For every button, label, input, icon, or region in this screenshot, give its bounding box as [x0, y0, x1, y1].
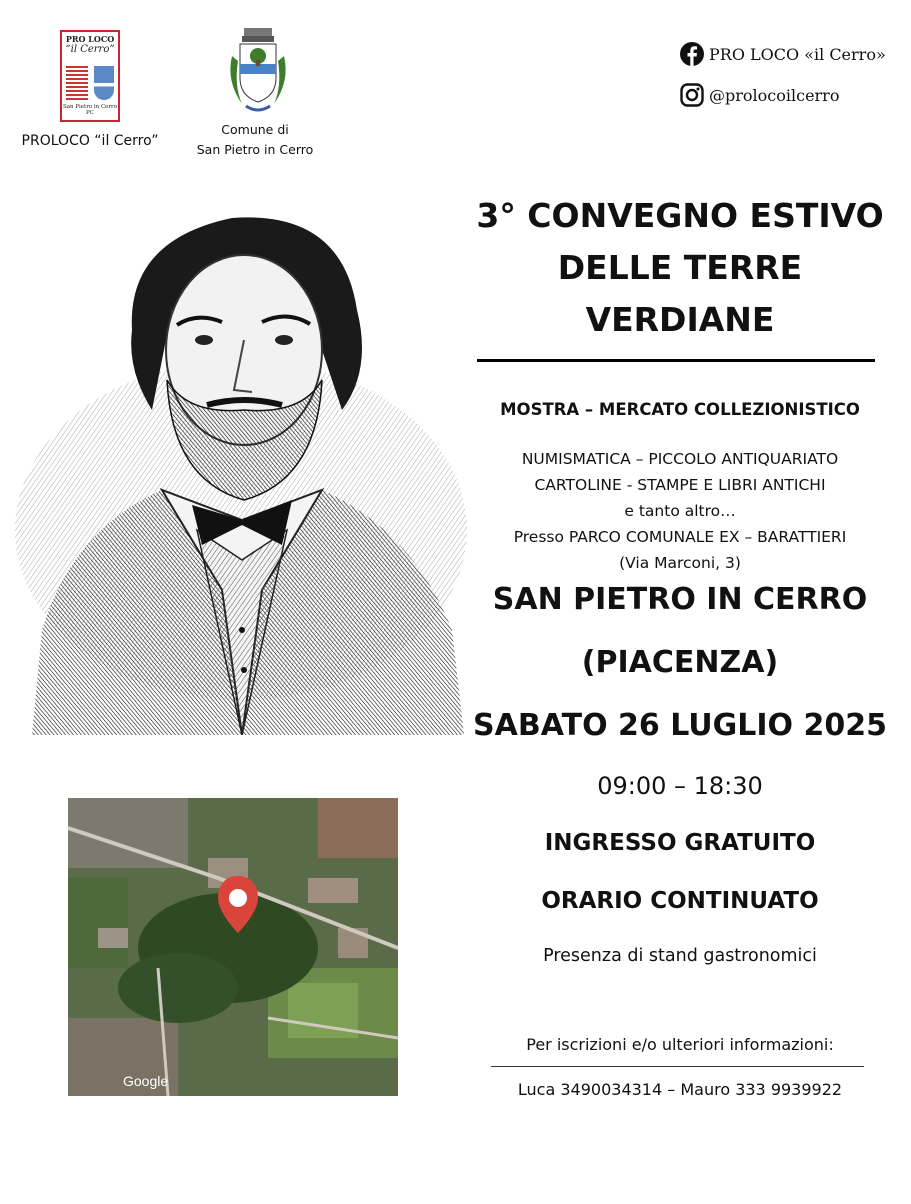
event-subtitle: MOSTRA – MERCATO COLLEZIONISTICO — [500, 400, 860, 419]
proloco-logo-line-1: PRO LOCO — [65, 34, 115, 44]
detail-line-3: e tanto altro… — [624, 502, 736, 520]
instagram-label: @prolocoilcerro — [709, 85, 840, 105]
proloco-logo-shield — [94, 66, 114, 100]
detail-line-1: NUMISMATICA – PICCOLO ANTIQUARIATO — [521, 450, 839, 468]
proloco-logo-line-2: “il Cerro” — [65, 44, 115, 55]
event-details — [460, 446, 900, 576]
contact-phones: Luca 3490034314 – Mauro 333 9939922 — [517, 1080, 843, 1099]
instagram-icon — [680, 83, 704, 107]
proloco-caption: PROLOCO “il Cerro” — [21, 133, 159, 149]
proloco-logo-line-3: San Pietro in Cerro PC — [62, 104, 118, 116]
proloco-logo — [60, 30, 120, 122]
event-time: 09:00 – 18:30 — [597, 772, 763, 800]
event-date: SABATO 26 LUGLIO 2025 — [473, 708, 887, 743]
detail-line-2: CARTOLINE - STAMPE E LIBRI ANTICHI — [534, 476, 826, 494]
instagram-link[interactable] — [680, 82, 839, 108]
event-title — [470, 190, 890, 346]
portrait-illustration — [12, 200, 470, 735]
comune-crest-icon — [224, 26, 292, 116]
contact-label: Per iscrizioni e/o ulteriori informazioni: — [526, 1035, 834, 1054]
event-title-line-1: 3° CONVEGNO ESTIVO — [476, 196, 884, 235]
comune-caption — [180, 120, 330, 160]
comune-caption-line-1: Comune di — [221, 122, 289, 137]
facebook-label: PRO LOCO «il Cerro» — [709, 44, 886, 64]
hours-note: ORARIO CONTINUATO — [541, 888, 819, 914]
event-title-line-3: VERDIANE — [585, 300, 775, 339]
facebook-icon — [680, 42, 704, 66]
proloco-logo-stripes — [66, 66, 88, 100]
contact-divider — [491, 1066, 864, 1067]
food-note: Presenza di stand gastronomici — [543, 946, 817, 966]
detail-line-4: Presso PARCO COMUNALE EX – BARATTIERI — [513, 528, 847, 546]
facebook-link[interactable] — [680, 41, 886, 67]
comune-caption-line-2: San Pietro in Cerro — [196, 142, 314, 157]
title-divider — [477, 359, 875, 362]
event-town: SAN PIETRO IN CERRO — [492, 582, 868, 617]
event-title-line-2: DELLE TERRE — [557, 248, 803, 287]
event-province: (PIACENZA) — [581, 645, 779, 680]
detail-line-5: (Via Marconi, 3) — [619, 554, 741, 572]
entry-note: INGRESSO GRATUITO — [544, 830, 816, 856]
location-map[interactable] — [68, 798, 398, 1096]
map-provider-label: Google — [123, 1073, 169, 1089]
